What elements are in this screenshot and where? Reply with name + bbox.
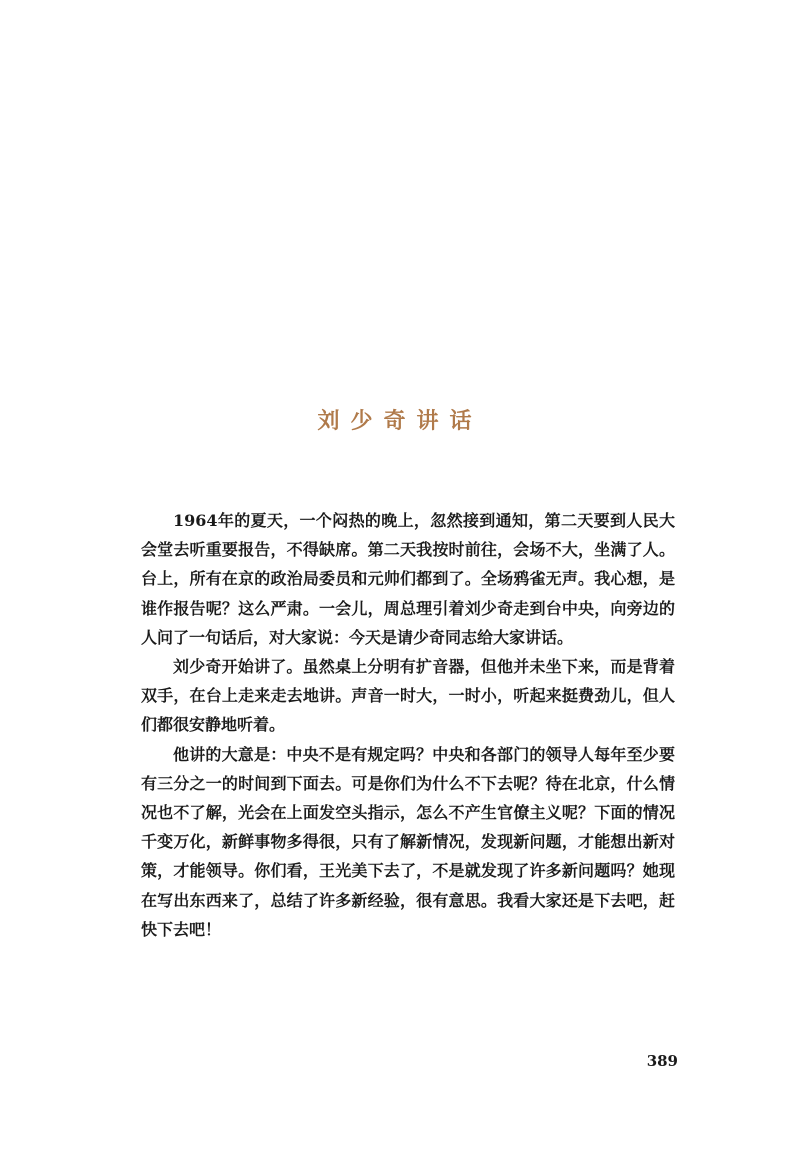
paragraph-1: 1964年的夏天，一个闷热的晚上，忽然接到通知，第二天要到人民大会堂去听重要报告，不得缺席。第二天我按时前往，会场不大，坐满了人。台上，所有在京的政治局委员和元帅们都到了。全场鸦雀无声。我心想，是谁作报告呢？这么严肃。一会儿，周总理引着刘少奇走到台中央，向旁边的人问了一句话后，对大家说：今天是请少奇同志给大家讲话。 [141,511,675,647]
chapter-title: 刘少奇讲话 [317,408,483,434]
body-text [141,506,675,944]
paragraph-3: 他讲的大意是：中央不是有规定吗？中央和各部门的领导人每年至少要有三分之一的时间到下面去。可是你们为什么不下去呢？待在北京，什么情况也不了解，光会在上面发空头指示，怎么不产生官僚主义呢？下面的情况千变万化，新鲜事物多得很，只有了解新情况，发现新问题，才能想出新对策，才能领导。你们看，王光美下去了，不是就发现了许多新问题吗？她现在写出东西来了，总结了许多新经验，很有意思。我看大家还是下去吧，赶快下去吧！ [141,744,675,939]
paragraph-2: 刘少奇开始讲了。虽然桌上分明有扩音器，但他并未坐下来，而是背着双手，在台上走来走去地讲。声音一时大，一时小，听起来挺费劲儿，但人们都很安静地听着。 [141,657,675,735]
page-number: 389 [646,1052,678,1070]
